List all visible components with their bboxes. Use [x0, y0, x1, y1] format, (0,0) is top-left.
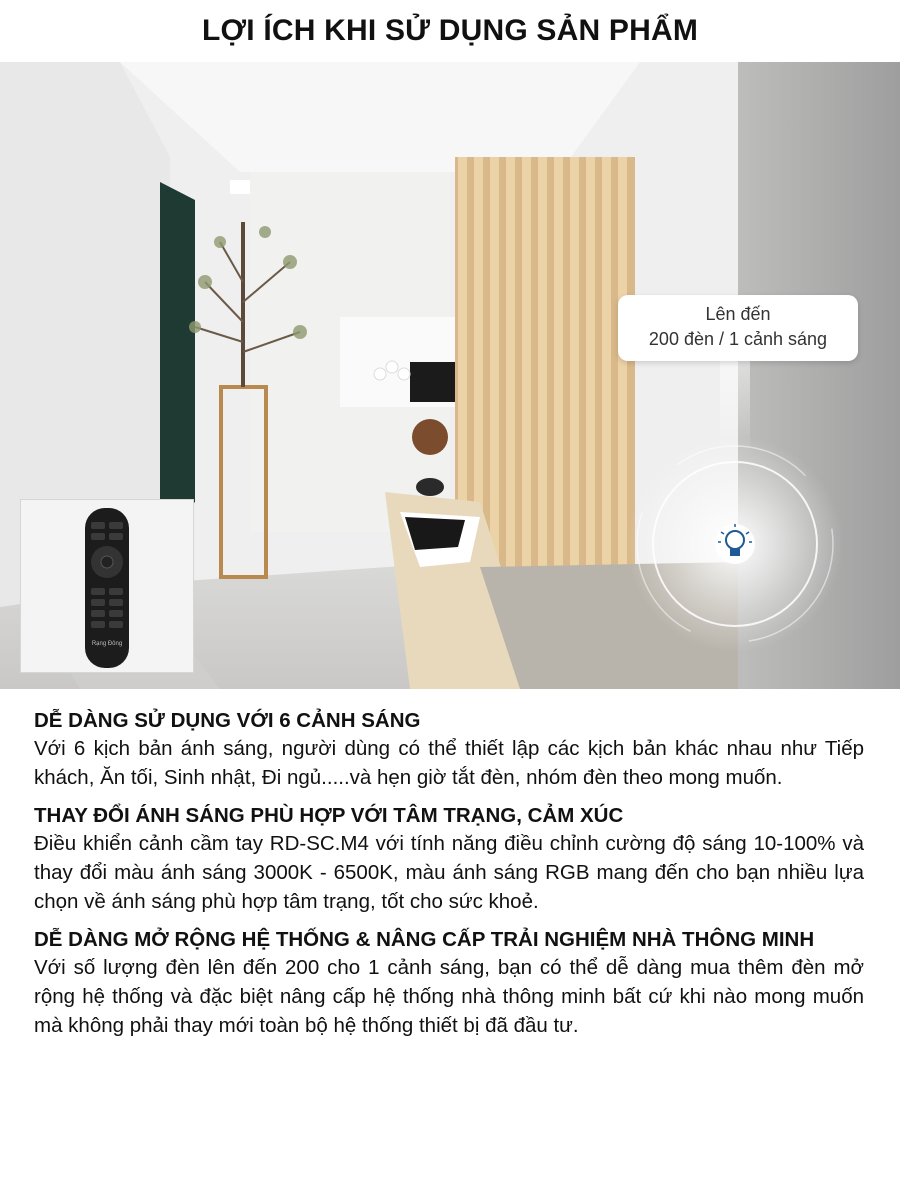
remote-control-card [20, 499, 194, 673]
page-title: LỢI ÍCH KHI SỬ DỤNG SẢN PHẨM [201, 14, 699, 47]
section-body: Điều khiển cảnh cầm tay RD-SC.M4 với tính năng điều chỉnh cường độ sáng 10-100% và thay đổi màu ánh sáng 3000K - 6500K, màu ánh sáng RGB mang đến cho bạn nhiều lựa chọn về ánh sáng phù hợp tâm trạng, tốt cho sức khoẻ. [34, 832, 864, 913]
benefit-section-scenes [34, 707, 864, 792]
benefit-section-mood [34, 802, 864, 916]
section-body: Với số lượng đèn lên đến 200 cho 1 cảnh sáng, bạn có thể dễ dàng mua thêm đèn mở rộng hệ thống và đặc biệt nâng cấp hệ thống nhà thông minh bất cứ khi nào mong muốn mà không phải thay mới toàn bộ hệ thống thiết bị đã đầu tư. [34, 956, 864, 1037]
hero-banner [0, 62, 900, 689]
section-heading: DỄ DÀNG MỞ RỘNG HỆ THỐNG & NÂNG CẤP TRẢI NGHIỆM NHÀ THÔNG MINH [34, 928, 815, 951]
section-body: Với 6 kịch bản ánh sáng, người dùng có thể thiết lập các kịch bản khác nhau như Tiếp khách, Ăn tối, Sinh nhật, Đi ngủ.....và hẹn giờ tắt đèn, nhóm đèn theo mong muốn. [34, 737, 864, 789]
section-heading: DỄ DÀNG SỬ DỤNG VỚI 6 CẢNH SÁNG [34, 709, 421, 732]
section-heading: THAY ĐỔI ÁNH SÁNG PHÙ HỢP VỚI TÂM TRẠNG, CẢM XÚC [34, 804, 624, 827]
capacity-callout [618, 295, 858, 361]
benefits-content [0, 689, 900, 1040]
remote-brand-label: Rạng Đông [91, 641, 123, 647]
lightbulb-icon [715, 524, 755, 564]
benefit-section-expand [34, 926, 864, 1040]
callout-line-1: Lên đến [705, 304, 771, 324]
remote-control-icon [21, 500, 193, 672]
callout-line-2: 200 đèn / 1 cảnh sáng [648, 329, 828, 349]
